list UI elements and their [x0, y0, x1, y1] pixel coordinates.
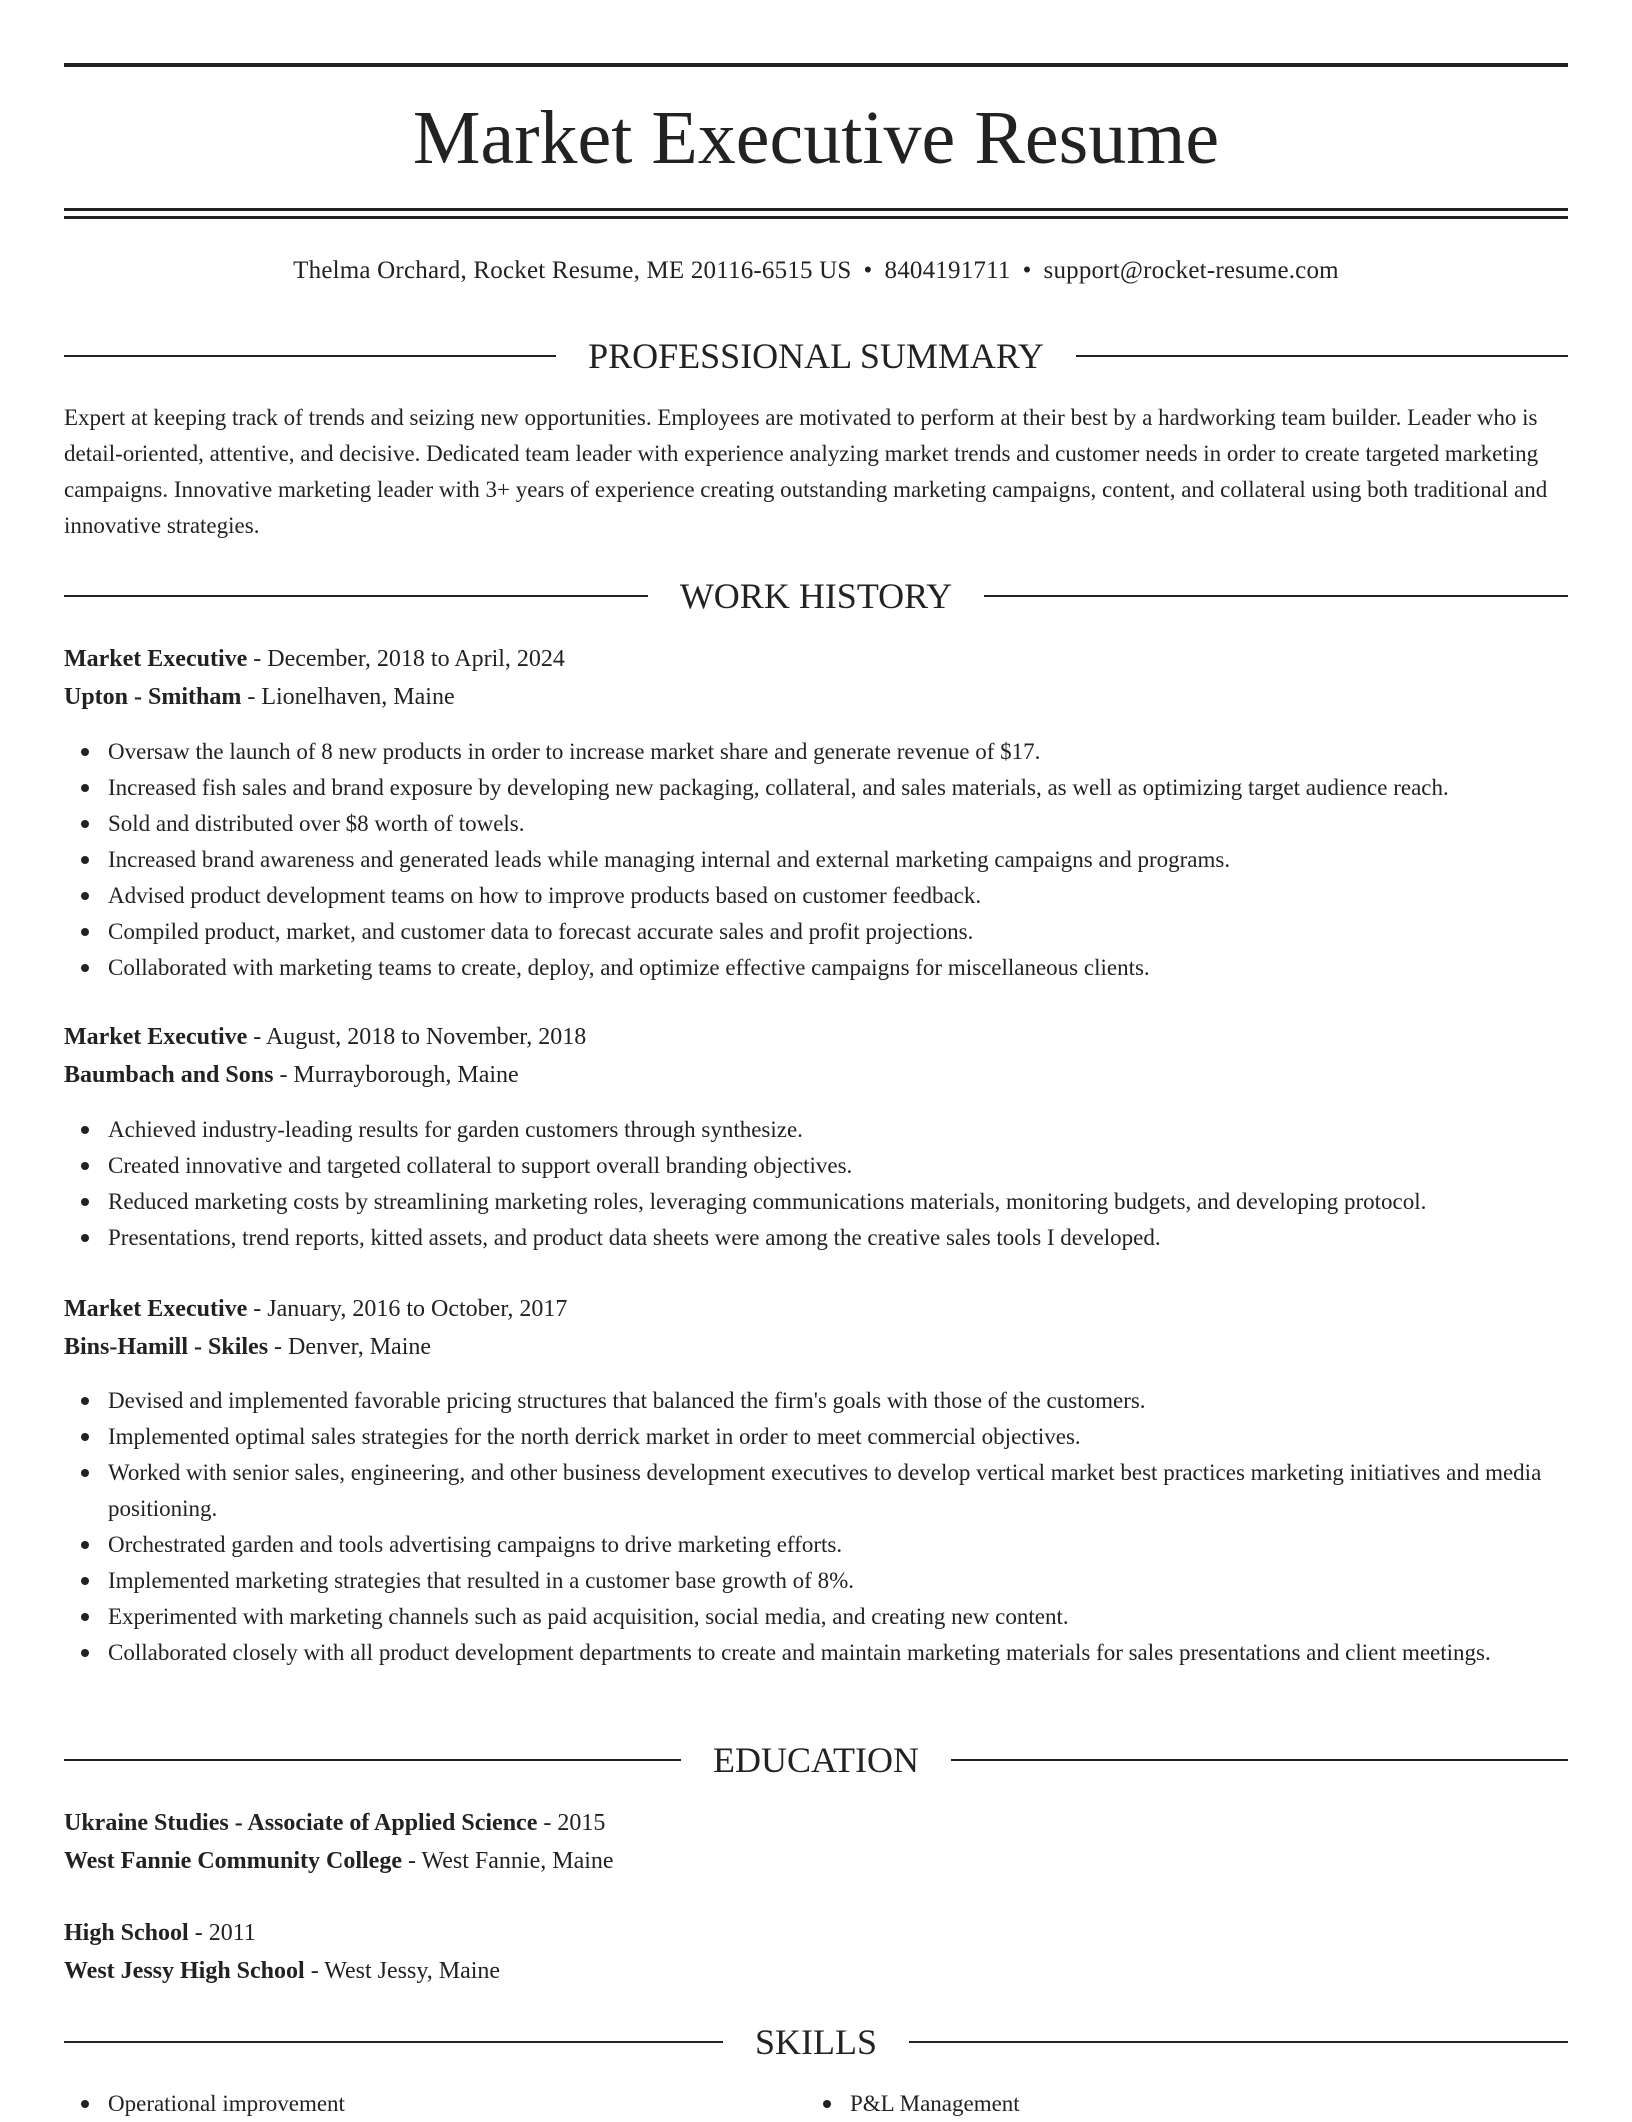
contact-line — [64, 253, 1568, 289]
section-title: SKILLS — [755, 2022, 878, 2062]
bullet-item: Collaborated with marketing teams to create, deploy, and optimize effective campaigns for miscellaneous clients. — [64, 950, 1568, 986]
header-double-rule-bottom — [64, 216, 1568, 219]
section-title: EDUCATION — [713, 1740, 919, 1780]
job-entry — [64, 640, 1568, 716]
contact-address: Thelma Orchard, Rocket Resume, ME 20116-6515 US — [293, 257, 852, 284]
bullet-item: Compiled product, market, and customer data to forecast accurate sales and profit projections. — [64, 914, 1568, 950]
bullet-item: Achieved industry-leading results for garden customers through synthesize. — [64, 1112, 1568, 1148]
resume-title: Market Executive Resume — [412, 96, 1220, 180]
education-location: - West Jessy, Maine — [304, 1958, 501, 1984]
skills-column-right — [806, 2086, 1548, 2122]
section-heading-work-history — [64, 574, 1568, 618]
bullet-item: Collaborated closely with all product development departments to create and maintain marketing materials for sales presentations and client meetings. — [64, 1635, 1568, 1671]
divider-line — [64, 2041, 723, 2043]
divider-line — [984, 595, 1568, 597]
job-dates: - December, 2018 to April, 2024 — [247, 646, 565, 672]
education-entry — [64, 1914, 1568, 1990]
job-company-line — [64, 1328, 1568, 1366]
education-school: West Fannie Community College — [64, 1848, 402, 1874]
section-heading-summary — [64, 334, 1568, 378]
job-bullets — [64, 734, 1568, 986]
job-location: - Murrayborough, Maine — [273, 1062, 519, 1088]
job-company: Bins-Hamill - Skiles — [64, 1334, 269, 1360]
job-dates: - August, 2018 to November, 2018 — [247, 1024, 587, 1050]
section-title: PROFESSIONAL SUMMARY — [588, 336, 1044, 376]
education-degree-line — [64, 1914, 1568, 1952]
divider-line — [951, 1759, 1568, 1761]
bullet-item: Devised and implemented favorable pricing structures that balanced the firm's goals with those of the customers. — [64, 1383, 1568, 1419]
skill-item: Operational improvement — [64, 2086, 806, 2122]
contact-email: support@rocket-resume.com — [1043, 257, 1339, 284]
header-double-rule-top — [64, 208, 1568, 211]
section-heading-education — [64, 1738, 1568, 1782]
skills-bullets-right — [806, 2086, 1548, 2122]
job-location: - Lionelhaven, Maine — [241, 684, 455, 710]
education-year: - 2015 — [537, 1810, 606, 1836]
education-degree-line — [64, 1804, 1568, 1842]
education-school-line — [64, 1952, 1568, 1990]
summary-block — [64, 400, 1568, 544]
contact-separator: • — [1022, 257, 1032, 284]
section-heading-skills — [64, 2020, 1568, 2064]
job-company-line — [64, 678, 1568, 716]
divider-line — [1076, 355, 1568, 357]
job-company: Upton - Smitham — [64, 684, 242, 710]
divider-line — [64, 355, 556, 357]
skill-item: P&L Management — [806, 2086, 1548, 2122]
skills-column-left — [64, 2086, 806, 2122]
education-location: - West Fannie, Maine — [401, 1848, 614, 1874]
education-school: West Jessy High School — [64, 1958, 305, 1984]
bullet-item: Increased brand awareness and generated leads while managing internal and external marketing campaigns and programs. — [64, 842, 1568, 878]
bullet-item: Advised product development teams on how to improve products based on customer feedback. — [64, 878, 1568, 914]
job-location: - Denver, Maine — [268, 1334, 432, 1360]
bullet-item: Implemented optimal sales strategies for the north derrick market in order to meet commercial objectives. — [64, 1419, 1568, 1455]
contact-phone: 8404191711 — [884, 257, 1011, 284]
section-title: WORK HISTORY — [679, 576, 953, 616]
skills-bullets-left — [64, 2086, 806, 2122]
header-top-rule — [64, 63, 1568, 67]
education-entry — [64, 1804, 1568, 1880]
skills-list — [64, 2086, 1568, 2122]
job-bullets-block — [64, 1383, 1568, 1671]
job-entry — [64, 1018, 1568, 1094]
contact-separator: • — [863, 257, 873, 284]
job-title-line — [64, 640, 1568, 678]
divider-line — [909, 2041, 1568, 2043]
bullet-item: Reduced marketing costs by streamlining marketing roles, leveraging communications materials, monitoring budgets, and developing protocol. — [64, 1184, 1568, 1220]
bullet-item: Oversaw the launch of 8 new products in order to increase market share and generate revenue of $17. — [64, 734, 1568, 770]
job-title-line — [64, 1290, 1568, 1328]
job-bullets — [64, 1112, 1568, 1256]
education-school-line — [64, 1842, 1568, 1880]
job-title: Market Executive — [64, 646, 248, 672]
job-company: Baumbach and Sons — [64, 1062, 274, 1088]
summary-text: Expert at keeping track of trends and seizing new opportunities. Employees are motivated to perform at their best by a hardworking team builder. Leader who is detail-oriented, attentive, and decisive. Dedicated team leader with experience analyzing market trends and customer needs in order to create targeted marketing campaigns. Innovative marketing leader with 3+ years of experience creating outstanding marketing campaigns, content, and collateral using both traditional and innovative strategies. — [64, 405, 1548, 538]
job-company-line — [64, 1056, 1568, 1094]
job-bullets — [64, 1383, 1568, 1671]
bullet-item: Increased fish sales and brand exposure by developing new packaging, collateral, and sales materials, as well as optimizing target audience reach. — [64, 770, 1568, 806]
job-dates: - January, 2016 to October, 2017 — [247, 1296, 568, 1322]
bullet-item: Orchestrated garden and tools advertising campaigns to drive marketing efforts. — [64, 1527, 1568, 1563]
bullet-item: Presentations, trend reports, kitted assets, and product data sheets were among the creative sales tools I developed. — [64, 1220, 1568, 1256]
divider-line — [64, 1759, 681, 1761]
bullet-item: Sold and distributed over $8 worth of towels. — [64, 806, 1568, 842]
job-entry — [64, 1290, 1568, 1366]
job-bullets-block — [64, 1112, 1568, 1256]
job-title: Market Executive — [64, 1024, 248, 1050]
education-year: - 2011 — [188, 1920, 256, 1946]
bullet-item: Implemented marketing strategies that resulted in a customer base growth of 8%. — [64, 1563, 1568, 1599]
job-bullets-block — [64, 734, 1568, 986]
bullet-item: Created innovative and targeted collateral to support overall branding objectives. — [64, 1148, 1568, 1184]
bullet-item: Worked with senior sales, engineering, and other business development executives to develop vertical market best practices marketing initiatives and media positioning. — [64, 1455, 1568, 1527]
education-degree: Ukraine Studies - Associate of Applied Science — [64, 1810, 538, 1836]
job-title-line — [64, 1018, 1568, 1056]
bullet-item: Experimented with marketing channels such as paid acquisition, social media, and creating new content. — [64, 1599, 1568, 1635]
divider-line — [64, 595, 648, 597]
job-title: Market Executive — [64, 1296, 248, 1322]
education-degree: High School — [64, 1920, 189, 1946]
